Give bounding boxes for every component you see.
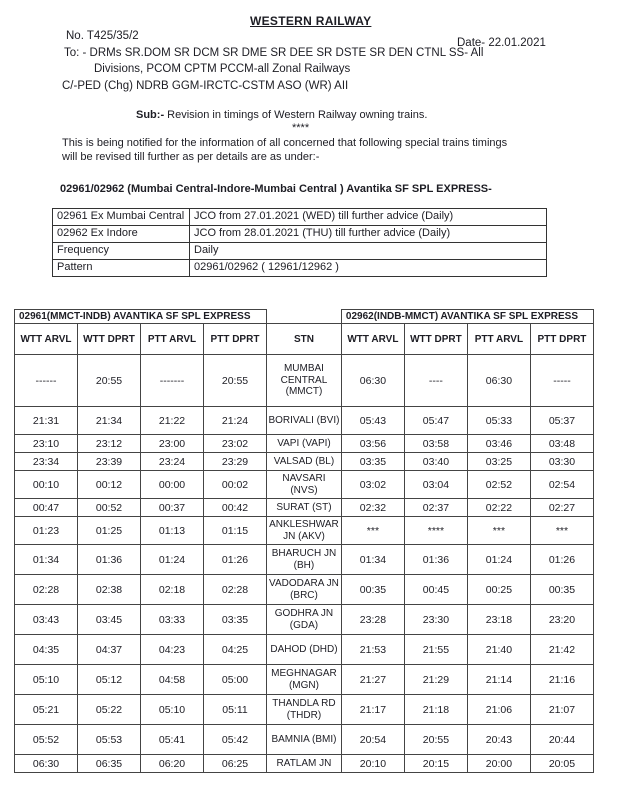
time-cell: 23:34 [15, 453, 78, 471]
org-title: WESTERN RAILWAY [250, 14, 372, 28]
time-cell: 05:22 [78, 695, 141, 725]
time-cell: 00:10 [15, 471, 78, 499]
time-cell: 23:18 [467, 605, 530, 635]
time-cell: 05:53 [78, 725, 141, 755]
time-cell: 00:00 [141, 471, 204, 499]
time-cell: 05:10 [141, 695, 204, 725]
time-cell: 05:00 [204, 665, 267, 695]
time-cell: *** [467, 517, 530, 545]
time-cell: 06:30 [341, 355, 404, 407]
time-cell: 23:29 [204, 453, 267, 471]
time-cell: 21:07 [530, 695, 593, 725]
station-cell: BHARUCH JN (BH) [267, 545, 342, 575]
time-cell: 03:02 [341, 471, 404, 499]
time-cell: 20:00 [467, 755, 530, 773]
time-cell: 21:14 [467, 665, 530, 695]
time-cell: 05:52 [15, 725, 78, 755]
column-header: WTT ARVL [15, 324, 78, 355]
time-cell: 21:18 [404, 695, 467, 725]
summary-label: Frequency [53, 243, 190, 260]
summary-table [52, 208, 547, 277]
summary-label: 02961 Ex Mumbai Central [53, 209, 190, 226]
time-cell: 05:12 [78, 665, 141, 695]
left-train-name: 02961(MMCT-INDB) AVANTIKA SF SPL EXPRESS [15, 310, 267, 324]
timetable-row [15, 453, 594, 471]
timetable-row [15, 695, 594, 725]
subject-text: Revision in timings of Western Railway owning trains. [164, 109, 428, 121]
station-cell: GODHRA JN (GDA) [267, 605, 342, 635]
station-cell: DAHOD (DHD) [267, 635, 342, 665]
time-cell: 23:12 [78, 435, 141, 453]
time-cell: ------ [15, 355, 78, 407]
column-header: STN [267, 324, 342, 355]
time-cell: 02:22 [467, 499, 530, 517]
timetable-row [15, 499, 594, 517]
timetable-row [15, 665, 594, 695]
time-cell: 00:25 [467, 575, 530, 605]
time-cell: 21:22 [141, 407, 204, 435]
time-cell: 00:02 [204, 471, 267, 499]
copy-to-line: C/-PED (Chg) NDRB GGM-IRCTC-CSTM ASO (WR) AII [62, 80, 349, 92]
time-cell: 03:56 [341, 435, 404, 453]
train-heading-type: SF SPL EXPRESS- [391, 183, 492, 195]
time-cell: 04:58 [141, 665, 204, 695]
time-cell: 03:58 [404, 435, 467, 453]
timetable-row [15, 605, 594, 635]
time-cell: 00:45 [404, 575, 467, 605]
time-cell: 03:25 [467, 453, 530, 471]
addressee-line-2: Divisions, PCOM CPTM PCCM-all Zonal Railways [94, 63, 351, 75]
time-cell: 20:55 [404, 725, 467, 755]
time-cell: 03:35 [341, 453, 404, 471]
time-cell: 21:55 [404, 635, 467, 665]
separator-stars: **** [292, 122, 310, 134]
time-cell: 21:34 [78, 407, 141, 435]
time-cell: **** [404, 517, 467, 545]
time-cell: 04:37 [78, 635, 141, 665]
time-cell: 06:30 [467, 355, 530, 407]
time-cell: 21:40 [467, 635, 530, 665]
time-cell: 20:05 [530, 755, 593, 773]
summary-value: JCO from 28.01.2021 (THU) till further advice (Daily) [190, 226, 547, 243]
time-cell: 03:30 [530, 453, 593, 471]
station-cell: BORIVALI (BVI) [267, 407, 342, 435]
time-cell: 00:52 [78, 499, 141, 517]
time-cell: 23:20 [530, 605, 593, 635]
column-header: WTT ARVL [341, 324, 404, 355]
time-cell: *** [341, 517, 404, 545]
time-cell: 03:48 [530, 435, 593, 453]
time-cell: 20:10 [341, 755, 404, 773]
time-cell: 23:10 [15, 435, 78, 453]
timetable-row [15, 725, 594, 755]
time-cell: 20:54 [341, 725, 404, 755]
time-cell: 03:43 [15, 605, 78, 635]
station-cell: VALSAD (BL) [267, 453, 342, 471]
station-cell: MEGHNAGAR (MGN) [267, 665, 342, 695]
letter-date: Date- 22.01.2021 [457, 37, 546, 49]
column-header-row [15, 324, 594, 355]
timetable-row [15, 435, 594, 453]
time-cell: 00:12 [78, 471, 141, 499]
timetable-row [15, 407, 594, 435]
time-cell: 21:16 [530, 665, 593, 695]
time-cell: 01:15 [204, 517, 267, 545]
station-cell: BAMNIA (BMI) [267, 725, 342, 755]
time-cell: 23:30 [404, 605, 467, 635]
column-header: PTT ARVL [141, 324, 204, 355]
time-cell: ------- [141, 355, 204, 407]
time-cell: 03:46 [467, 435, 530, 453]
timetable-row [15, 517, 594, 545]
time-cell: 05:10 [15, 665, 78, 695]
summary-label: 02962 Ex Indore [53, 226, 190, 243]
time-cell: 05:37 [530, 407, 593, 435]
summary-row [53, 243, 547, 260]
time-cell: 00:35 [341, 575, 404, 605]
station-cell: RATLAM JN [267, 755, 342, 773]
time-cell: 01:24 [467, 545, 530, 575]
summary-row [53, 260, 547, 277]
time-cell: 02:54 [530, 471, 593, 499]
right-train-name: 02962(INDB-MMCT) AVANTIKA SF SPL EXPRESS [341, 310, 593, 324]
summary-value: 02961/02962 ( 12961/12962 ) [190, 260, 547, 277]
time-cell: 02:37 [404, 499, 467, 517]
time-cell: 02:27 [530, 499, 593, 517]
summary-row [53, 226, 547, 243]
time-cell: 21:42 [530, 635, 593, 665]
time-cell: 03:35 [204, 605, 267, 635]
time-cell: 00:35 [530, 575, 593, 605]
time-cell: ----- [530, 355, 593, 407]
time-cell: 01:34 [341, 545, 404, 575]
time-cell: 20:44 [530, 725, 593, 755]
column-header: PTT ARVL [467, 324, 530, 355]
summary-value: Daily [190, 243, 547, 260]
station-cell: MUMBAI CENTRAL (MMCT) [267, 355, 342, 407]
time-cell: 05:21 [15, 695, 78, 725]
body-line-2: will be revised till further as per details are as under:- [62, 151, 320, 163]
time-cell: 03:40 [404, 453, 467, 471]
subject-line [136, 109, 427, 121]
time-cell: 02:52 [467, 471, 530, 499]
time-cell: 01:24 [141, 545, 204, 575]
column-header: WTT DPRT [78, 324, 141, 355]
train-name-row [15, 310, 594, 324]
time-cell: 03:45 [78, 605, 141, 635]
time-cell: 01:36 [78, 545, 141, 575]
time-cell: 21:24 [204, 407, 267, 435]
time-cell: 05:42 [204, 725, 267, 755]
time-cell: 01:36 [404, 545, 467, 575]
time-cell: 21:17 [341, 695, 404, 725]
summary-label: Pattern [53, 260, 190, 277]
station-cell: SURAT (ST) [267, 499, 342, 517]
time-cell: 05:11 [204, 695, 267, 725]
train-heading-name: 02961/02962 (Mumbai Central-Indore-Mumbai Central ) Avantika [60, 183, 392, 195]
timetable-row [15, 545, 594, 575]
time-cell: 01:34 [15, 545, 78, 575]
time-cell: 04:35 [15, 635, 78, 665]
time-cell: 23:00 [141, 435, 204, 453]
time-cell: 02:28 [204, 575, 267, 605]
timetable-row [15, 755, 594, 773]
time-cell: 21:31 [15, 407, 78, 435]
time-cell: 01:26 [530, 545, 593, 575]
time-cell: 23:39 [78, 453, 141, 471]
time-cell: 21:27 [341, 665, 404, 695]
time-cell: 21:29 [404, 665, 467, 695]
time-cell: 05:43 [341, 407, 404, 435]
time-cell: 06:30 [15, 755, 78, 773]
column-header: WTT DPRT [404, 324, 467, 355]
time-cell: 00:37 [141, 499, 204, 517]
station-cell: ANKLESHWAR JN (AKV) [267, 517, 342, 545]
column-header: PTT DPRT [204, 324, 267, 355]
time-cell: 03:04 [404, 471, 467, 499]
station-spacer [267, 310, 342, 324]
timetable-row [15, 355, 594, 407]
time-cell: 20:55 [78, 355, 141, 407]
time-cell: 01:13 [141, 517, 204, 545]
timetable-row [15, 575, 594, 605]
time-cell: 05:41 [141, 725, 204, 755]
station-cell: THANDLA RD (THDR) [267, 695, 342, 725]
time-cell: 02:32 [341, 499, 404, 517]
time-cell: 06:35 [78, 755, 141, 773]
time-cell: 02:28 [15, 575, 78, 605]
column-header: PTT DPRT [530, 324, 593, 355]
time-cell: 05:33 [467, 407, 530, 435]
time-cell: 21:06 [467, 695, 530, 725]
time-cell: 21:53 [341, 635, 404, 665]
summary-value: JCO from 27.01.2021 (WED) till further advice (Daily) [190, 209, 547, 226]
time-cell: 02:38 [78, 575, 141, 605]
time-cell: 23:28 [341, 605, 404, 635]
time-cell: 20:55 [204, 355, 267, 407]
reference-number: No. T425/35/2 [66, 30, 139, 42]
summary-row [53, 209, 547, 226]
subject-label: Sub:- [136, 109, 165, 121]
time-cell: 02:18 [141, 575, 204, 605]
time-cell: 20:15 [404, 755, 467, 773]
time-cell: 03:33 [141, 605, 204, 635]
time-cell: 23:24 [141, 453, 204, 471]
time-cell: 05:47 [404, 407, 467, 435]
timetable-row [15, 471, 594, 499]
time-cell: 01:26 [204, 545, 267, 575]
time-cell: 20:43 [467, 725, 530, 755]
train-heading [60, 183, 492, 195]
time-cell: 04:25 [204, 635, 267, 665]
time-cell: 01:23 [15, 517, 78, 545]
station-cell: VADODARA JN (BRC) [267, 575, 342, 605]
time-cell: 23:02 [204, 435, 267, 453]
time-cell: *** [530, 517, 593, 545]
timetable [14, 309, 594, 773]
time-cell: 06:20 [141, 755, 204, 773]
time-cell: 04:23 [141, 635, 204, 665]
timetable-row [15, 635, 594, 665]
time-cell: 00:42 [204, 499, 267, 517]
station-cell: VAPI (VAPI) [267, 435, 342, 453]
body-line-1: This is being notified for the information of all concerned that following special trains timings [62, 137, 508, 149]
station-cell: NAVSARI (NVS) [267, 471, 342, 499]
time-cell: ---- [404, 355, 467, 407]
time-cell: 00:47 [15, 499, 78, 517]
time-cell: 01:25 [78, 517, 141, 545]
time-cell: 06:25 [204, 755, 267, 773]
addressee-line-1: To: - DRMs SR.DOM SR DCM SR DME SR DEE SR DSTE SR DEN CTNL SS- All [64, 47, 484, 59]
